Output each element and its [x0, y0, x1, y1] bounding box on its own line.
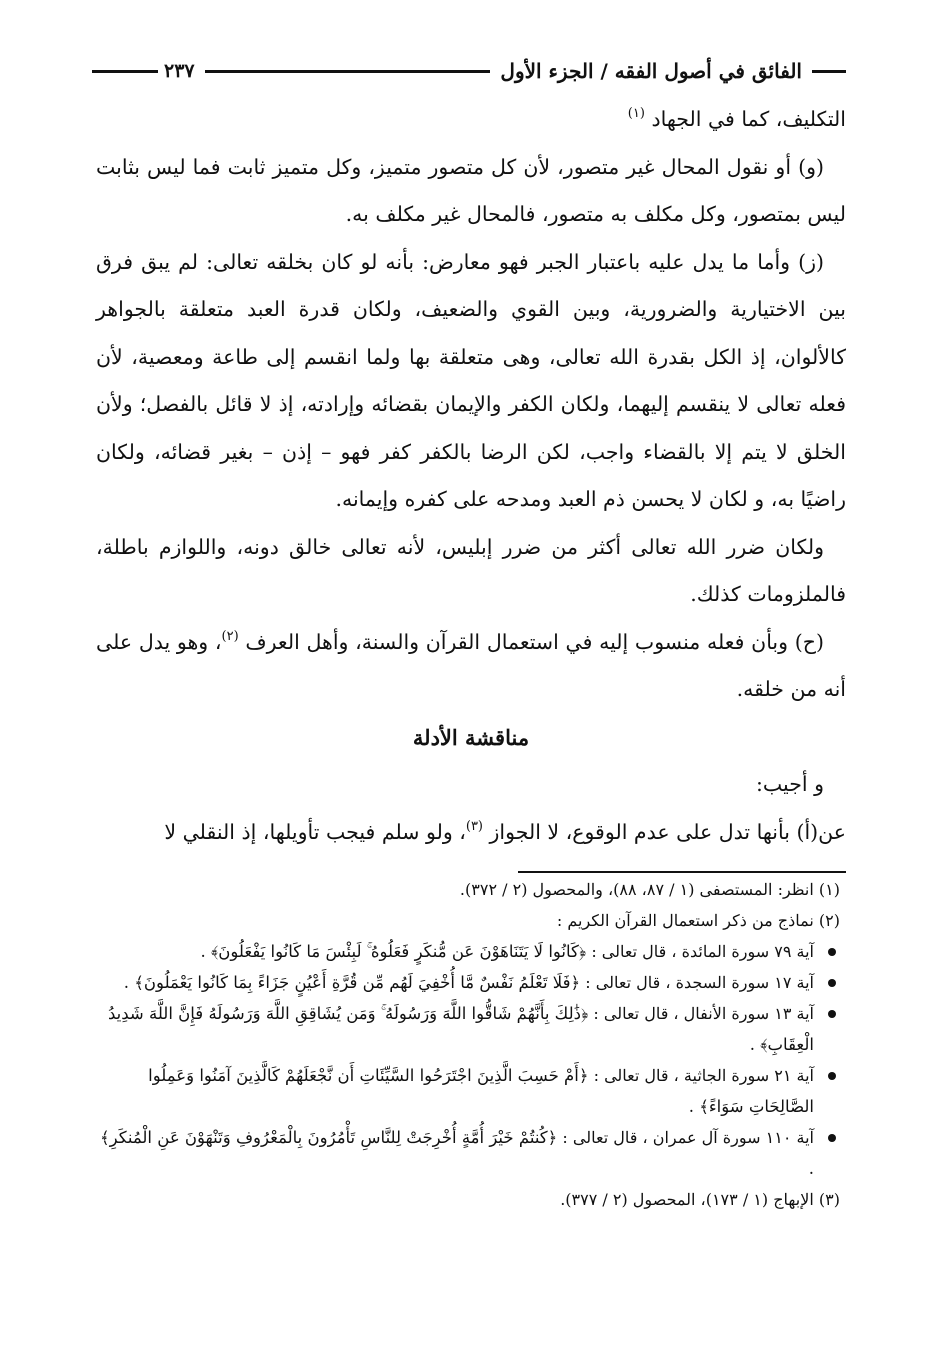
paragraph-5	[96, 619, 846, 714]
footnote-ref-2: (٢)	[221, 628, 239, 644]
verse-reference: آية ١١٠ سورة آل عمران ، قال تعالى :	[562, 1128, 814, 1147]
section-heading: مناقشة الأدلة	[412, 724, 530, 750]
footnote-separator	[518, 871, 846, 873]
verse-text: ﴿أَمْ حَسِبَ الَّذِينَ اجْتَرَحُوا السَّيِّئَاتِ أَن نَّجْعَلَهُمْ كَالَّذِينَ آمَنُوا وَعَمِلُوا الصَّالِحَاتِ سَوَاءً﴾ .	[148, 1066, 814, 1116]
verse-reference: آية ١٣ سورة الأنفال ، قال تعالى :	[593, 1004, 814, 1023]
footnote-2: (٢) نماذج من ذكر استعمال القرآن الكريم :	[556, 911, 840, 930]
paragraph-4: ولكان ضرر الله تعالى أكثر من ضرر إبليس، لأنه تعالى خالق دونه، واللوازم باطلة، فالملزومات كذلك.	[96, 534, 846, 606]
footnotes	[96, 874, 840, 1215]
list-item	[96, 936, 840, 967]
verse-text: ﴿كُنتُمْ خَيْرَ أُمَّةٍ أُخْرِجَتْ لِلنَّاسِ تَأْمُرُونَ بِالْمَعْرُوفِ وَتَنْهَوْنَ عَنِ الْمُنكَرِ﴾ .	[100, 1128, 814, 1178]
book-title: الفائق في أصول الفقه / الجزء الأول	[500, 59, 802, 83]
bullet-icon	[828, 948, 836, 956]
list-item	[96, 998, 840, 1060]
running-header	[92, 56, 846, 86]
verse-text: ﴿فَلَا تَعْلَمُ نَفْسٌ مَّا أُخْفِيَ لَهُم مِّن قُرَّةِ أَعْيُنٍ جَزَاءً بِمَا كَانُوا يَعْمَلُونَ﴾ .	[123, 973, 581, 992]
paragraph-5-text-b: ، وهو يدل على أنه من خلقه.	[96, 629, 846, 701]
header-rule-middle	[205, 70, 491, 73]
bullet-icon	[828, 1072, 836, 1080]
list-item	[96, 967, 840, 998]
paragraph-7-text-b: ، ولو سلم فيجب تأويلها، إذ النقلي لا	[164, 819, 466, 844]
footnote-3: (٣) الإبهاج (١ / ١٧٣)، المحصول (٢ / ٣٧٧).	[560, 1190, 840, 1209]
paragraph-5-text-a: (ح) وبأن فعله منسوب إليه في استعمال القرآن والسنة، وأهل العرف	[245, 629, 824, 654]
paragraph-7	[96, 809, 846, 857]
paragraph-3: (ز) وأما ما يدل عليه باعتبار الجبر فهو معارض: بأنه لو كان بخلقه تعالى: لم يبق فرق بين الاختيارية والضرورية، وبين القوي والضعيف، ولكان قدرة العبد متعلقة بالجواهر كالألوان، إذ الكل بقدرة الله تعالى، وهى متعلقة بها ولما انقسم إلى طاعة ومعصية، لأن فعله تعالى لا ينقسم إليهما، ولكان الكفر والإيمان بقضائه وإرادته، إذ لا قائل بالفصل؛ ولأن الخلق لا يتم إلا بالقضاء واجب، لكن الرضا بالكفر كفر فهو – إذن – بغير قضائه، ولكان راضيًا به، و لكان لا يحسن ذم العبد ومدحه على كفره وإيمانه.	[96, 249, 846, 511]
header-rule-left	[92, 70, 158, 73]
verse-reference: آية ٧٩ سورة المائدة ، قال تعالى :	[591, 942, 814, 961]
header-rule-right	[812, 70, 846, 73]
list-item	[96, 1060, 840, 1122]
paragraph-2: (و) أو نقول المحال غير متصور، لأن كل متصور متميز، وكل متميز ثابت فما ليس بثابت ليس بمتصور، وكل مكلف به متصور، فالمحال غير مكلف به.	[96, 154, 846, 226]
paragraph-6: و أجيب:	[755, 772, 824, 796]
main-text	[96, 96, 846, 856]
paragraph-1	[96, 96, 846, 144]
bullet-icon	[828, 1134, 836, 1142]
verse-text: ﴿كَانُوا لَا يَتَنَاهَوْنَ عَن مُّنكَرٍ فَعَلُوهُ ۚ لَبِئْسَ مَا كَانُوا يَفْعَلُونَ﴾ .	[200, 942, 587, 961]
footnote-ref-1: (١)	[627, 106, 645, 121]
paragraph-1-text: التكليف، كما في الجهاد	[651, 107, 846, 131]
page-number: ٢٣٧	[164, 60, 195, 82]
paragraph-7-text-a: عن(أ) بأنها تدل على عدم الوقوع، لا الجواز	[489, 819, 846, 844]
quran-examples-list	[96, 936, 840, 1184]
footnote-1: (١) انظر: المستصفى (١ / ٨٧، ٨٨)، والمحصول (٢ / ٣٧٢).	[459, 880, 840, 899]
verse-reference: آية ٢١ سورة الجاثية ، قال تعالى :	[593, 1066, 814, 1085]
footnote-ref-3: (٣)	[465, 818, 483, 834]
bullet-icon	[828, 1010, 836, 1018]
bullet-icon	[828, 979, 836, 987]
verse-reference: آية ١٧ سورة السجدة ، قال تعالى :	[585, 973, 814, 992]
list-item	[96, 1122, 840, 1184]
verse-text: ﴿ذَٰلِكَ بِأَنَّهُمْ شَاقُّوا اللَّهَ وَرَسُولَهُ ۚ وَمَن يُشَاقِقِ اللَّهَ وَرَسُولَهُ فَإِنَّ اللَّهَ شَدِيدُ الْعِقَابِ﴾ .	[108, 1004, 814, 1054]
